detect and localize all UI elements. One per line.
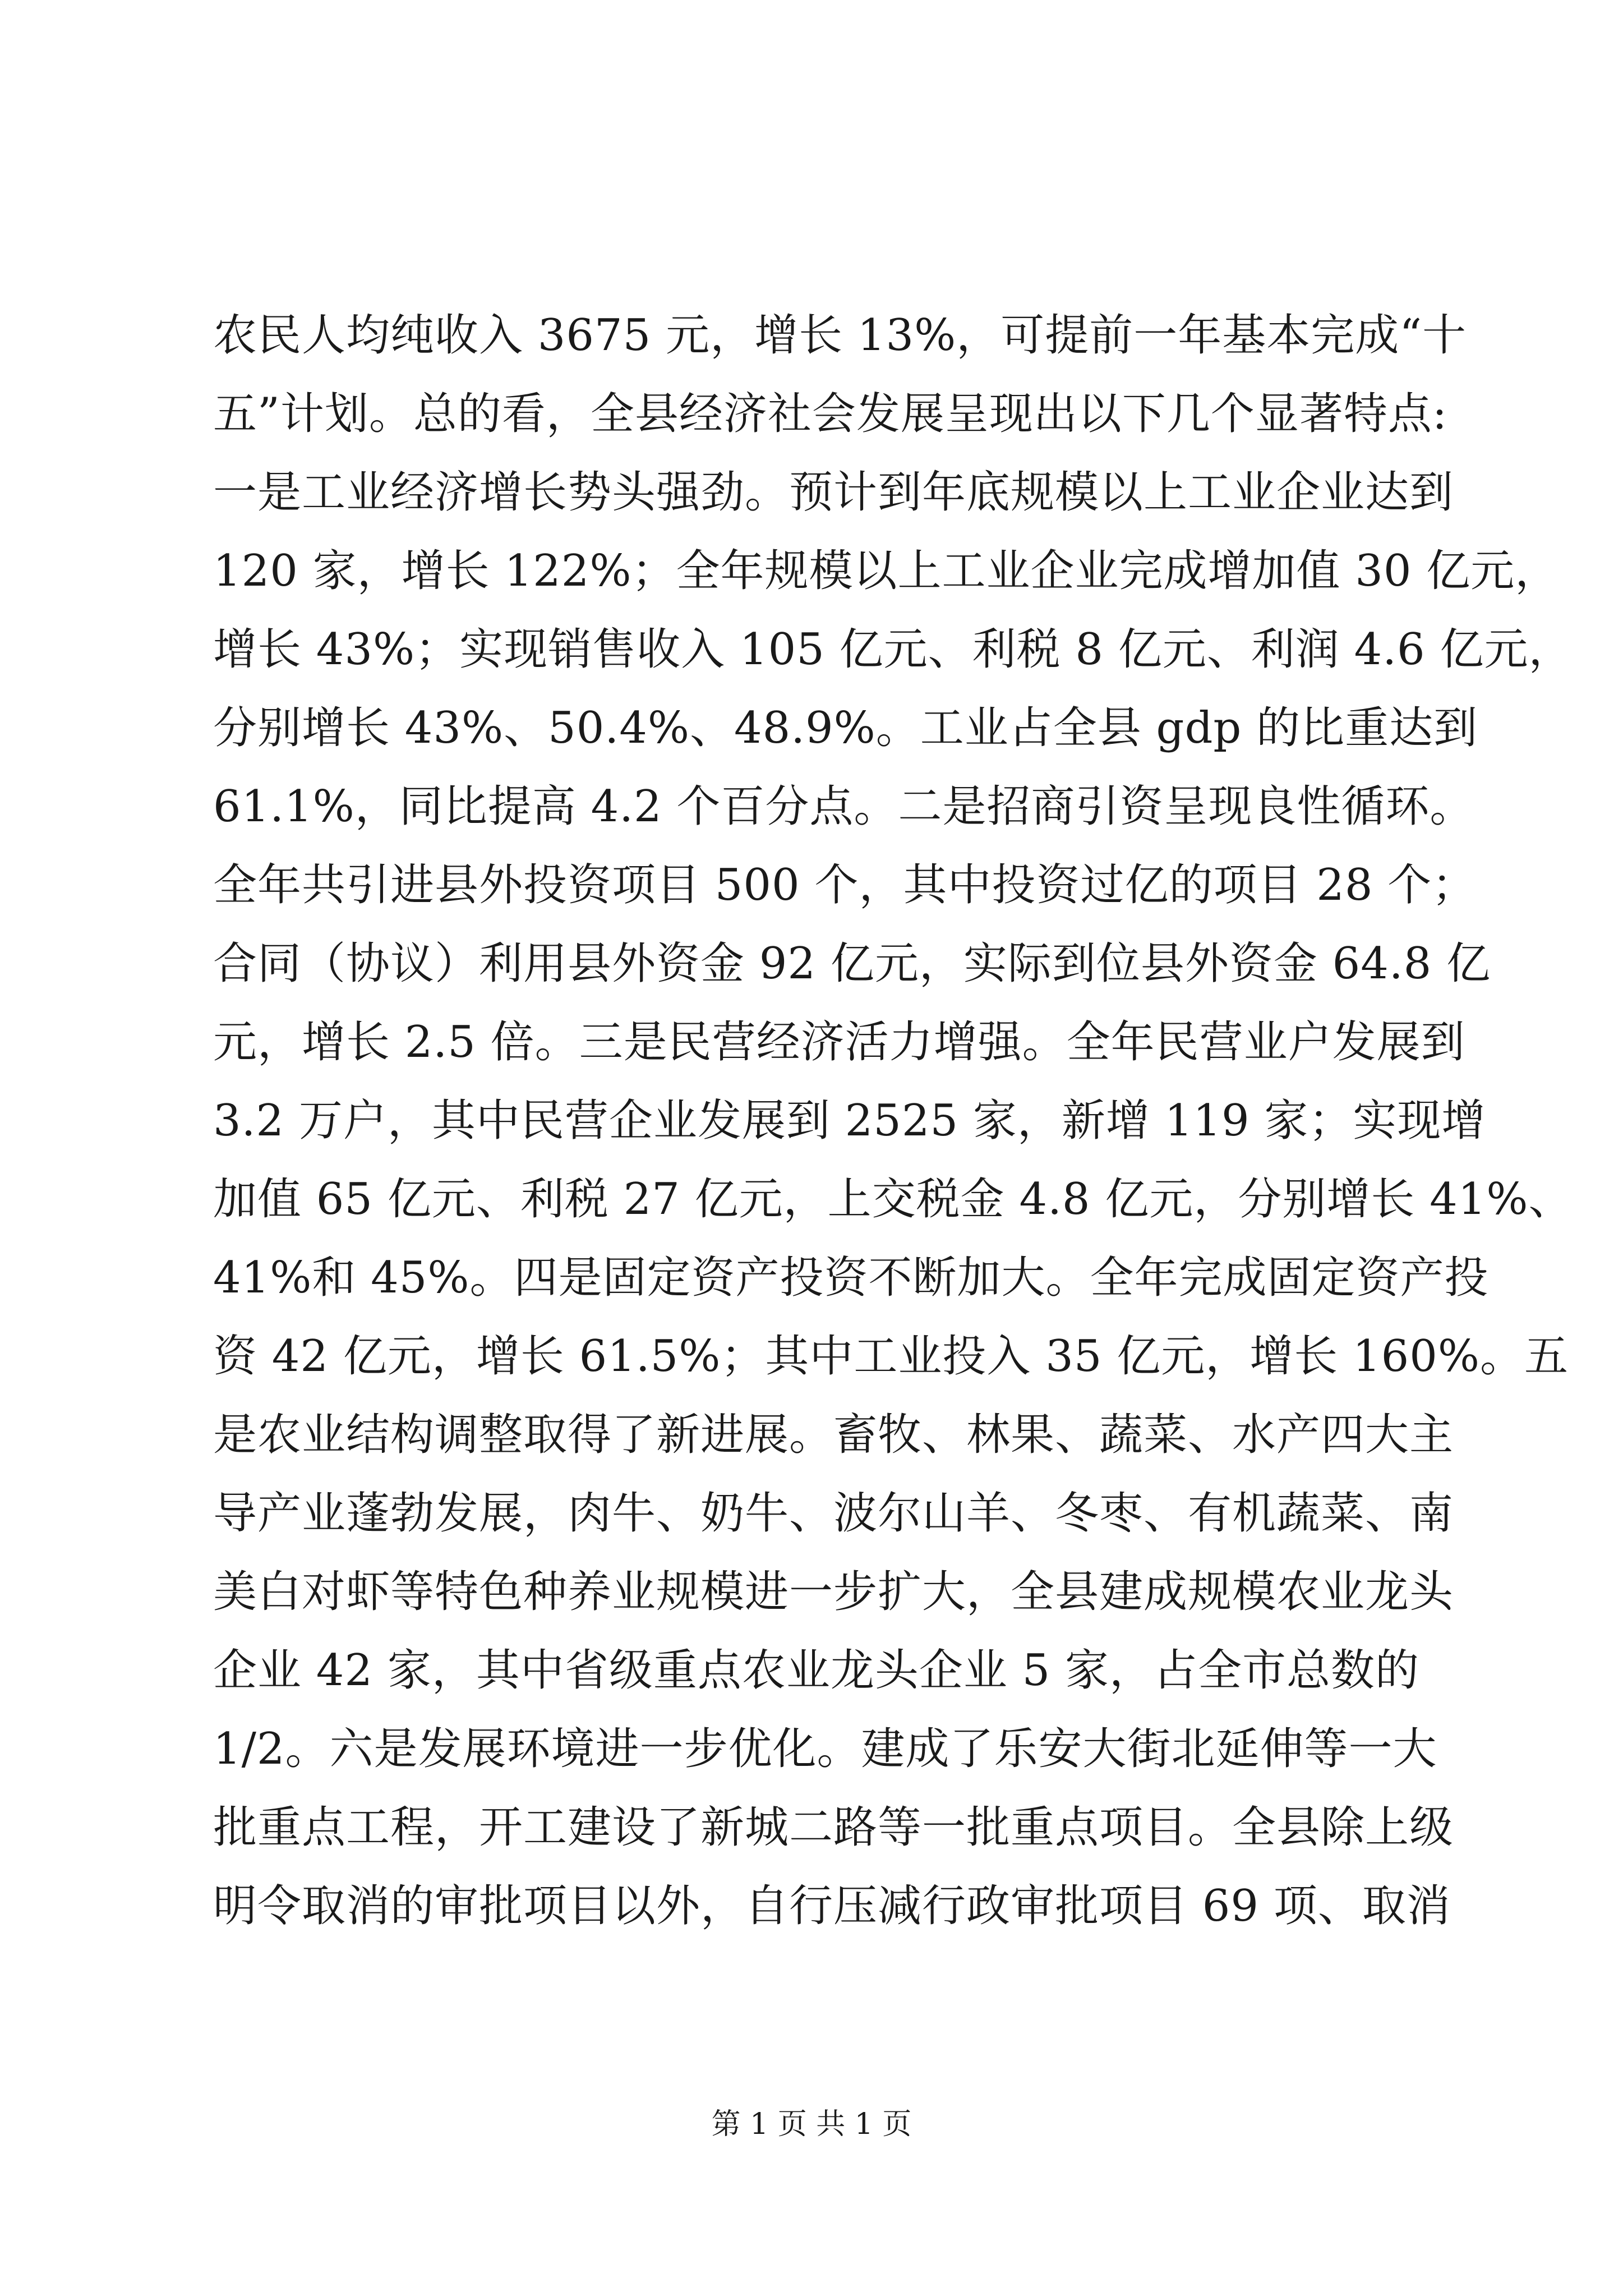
page-footer: [0, 2100, 1623, 2142]
text-line: 分别增长 43%、50.4%、48.9%。工业占全县 gdp 的比重达到: [213, 703, 1478, 753]
text-line: 合同（协议）利用县外资金 92 亿元，实际到位县外资金 64.8 亿: [213, 938, 1491, 989]
body-text: [213, 296, 1573, 1945]
text-line: 美白对虾等特色种养业规模进一步扩大，全县建成规模农业龙头: [213, 1567, 1454, 1617]
text-line: 元，增长 2.5 倍。三是民营经济活力增强。全年民营业户发展到: [213, 1017, 1465, 1068]
text-line: 61.1%，同比提高 4.2 个百分点。二是招商引资呈现良性循环。: [213, 781, 1474, 832]
text-line: 资 42 亿元，增长 61.5%；其中工业投入 35 亿元，增长 160%。五: [213, 1331, 1569, 1382]
text-line: 1/2。六是发展环境进一步优化。建成了乐安大街北延伸等一大: [213, 1724, 1437, 1774]
text-line: 批重点工程，开工建设了新城二路等一批重点项目。全县除上级: [213, 1802, 1454, 1853]
text-line: 导产业蓬勃发展，肉牛、奶牛、波尔山羊、冬枣、有机蔬菜、南: [213, 1488, 1454, 1539]
text-line: 加值 65 亿元、利税 27 亿元，上交税金 4.8 亿元，分别增长 41%、: [213, 1174, 1573, 1225]
text-line: 41%和 45%。四是固定资产投资不断加大。全年完成固定资产投: [213, 1253, 1489, 1303]
text-line: 五”计划。总的看，全县经济社会发展呈现出以下几个显著特点:: [213, 389, 1448, 439]
text-line: 企业 42 家，其中省级重点农业龙头企业 5 家，占全市总数的: [213, 1645, 1420, 1696]
text-line: 一是工业经济增长势头强劲。预计到年底规模以上工业企业达到: [213, 467, 1454, 518]
text-line: 120 家，增长 122%；全年规模以上工业企业完成增加值 30 亿元，: [213, 546, 1560, 596]
text-line: 增长 43%；实现销售收入 105 亿元、利税 8 亿元、利润 4.6 亿元，: [213, 624, 1573, 675]
text-line: 明令取消的审批项目以外，自行压减行政审批项目 69 项、取消: [213, 1881, 1451, 1931]
page-number: 第 1 页 共 1 页: [711, 2108, 912, 2141]
text-line: 3.2 万户，其中民营企业发展到 2525 家，新增 119 家；实现增: [213, 1096, 1486, 1146]
text-line: 全年共引进县外投资项目 500 个，其中投资过亿的项目 28 个；: [213, 860, 1477, 910]
text-line: 农民人均纯收入 3675 元，增长 13%，可提前一年基本完成“十: [213, 310, 1467, 361]
text-line: 是农业结构调整取得了新进展。畜牧、林果、蔬菜、水产四大主: [213, 1410, 1454, 1460]
